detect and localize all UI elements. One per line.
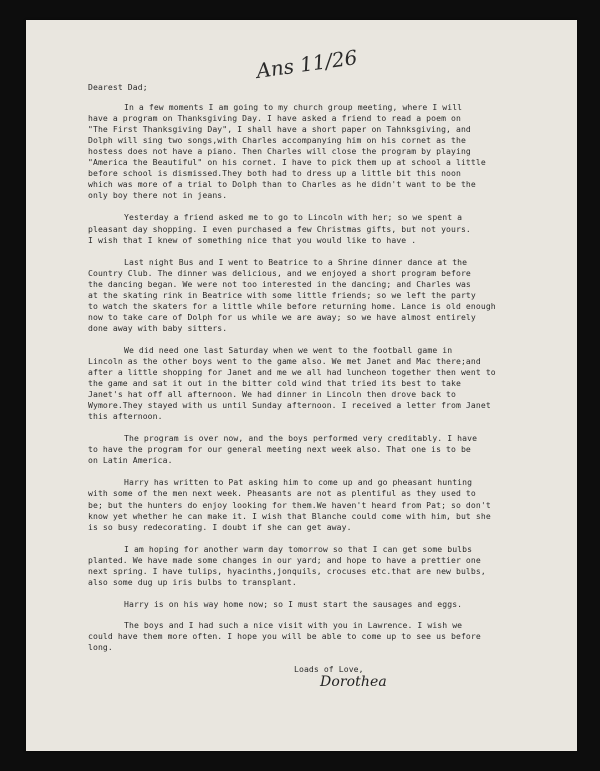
salutation: Dearest Dad; (88, 82, 148, 92)
letter-page (26, 20, 577, 751)
letter-body (88, 82, 566, 691)
paragraph-bulbs: I am hoping for another warm day tomorrow so that I can get some bulbs planted. We have made some changes in our yard; and hope to have a prettier one next spring. I have tulips, hyacinths,jonquils, crocuses etc.that are new bulbs, also some dug up iris bulbs to transplant. (88, 543, 486, 587)
paragraph-shrine-dinner: Last night Bus and I went to Beatrice to a Shrine dinner dance at the Country Club. The dinner was delicious, and we enjoyed a short program before the dancing began. We were not too interested in the dancing; and Charles was at the skating rink in Beatrice with some little friends; so we left the party to watch the skaters for a little while before returning home. Lance is old enough now to take care of Dolph for us while we are away; so we have almost entirely done away with baby sitters. (88, 256, 496, 333)
closing: Loads of Love, (294, 664, 364, 675)
paragraph-lawrence-visit: The boys and I had such a nice visit with you in Lawrence. I wish we could have them more often. I hope you will be able to come up to see us before long. (88, 619, 481, 652)
paragraph-sausages: Harry is on his way home now; so I must start the sausages and eggs. (124, 598, 463, 609)
signature: Dorothea (320, 674, 387, 691)
paragraph-thanksgiving-program: In a few moments I am going to my church group meeting, where I will have a program on Thanksgiving Day. I have asked a friend to read a poem on "The First Thanksgiving Day", I shall have a short paper on Tahnksgiving, and Dolph will sing two songs,with Charles accompanying him on his cornet as the hostess does not have a piano. Then Charles will close the program by playing "America the Beautiful" on his cornet. I have to pick them up at school a little before school is dismissed.They both had to dress up a little bit this noon which was more of a trial to Dolph than to Charles as he didn't want to be the only boy there not in jeans. (88, 102, 486, 201)
handwritten-date-annotation: Ans 11/26 (254, 45, 359, 83)
paragraph-pheasant-hunting: Harry has written to Pat asking him to come up and go pheasant hunting with some of the men next week. Pheasants are not as plentiful as they used to be; but the hunters do enjoy looking for them.We haven't heard from Pat; so don't know yet whether he can make it. I wish that Blanche could come with him, but she is so busy redecorating. I doubt if she can get away. (88, 477, 491, 532)
paragraph-program-over: The program is over now, and the boys performed very creditably. I have to have the program for our general meeting next week also. That one is to be on Latin America. (88, 433, 478, 466)
paragraph-football-game: We did need one last Saturday when we went to the football game in Lincoln as the other boys went to the game also. We met Janet and Mac there;and after a little shopping for Janet and me we all had luncheon together then went to the game and sat it out in the bitter cold wind that tried its best to take Janet's hat off all afternoon. We had dinner in Lincoln then drove back to Wymore.They stayed with us until Sunday afternoon. I received a letter from Janet this afternoon. (88, 344, 496, 422)
paragraph-lincoln-shopping: Yesterday a friend asked me to go to Lincoln with her; so we spent a pleasant day shopping. I even purchased a few Christmas gifts, but not yours. I wish that I knew of something nice that you would like to have . (88, 212, 471, 245)
